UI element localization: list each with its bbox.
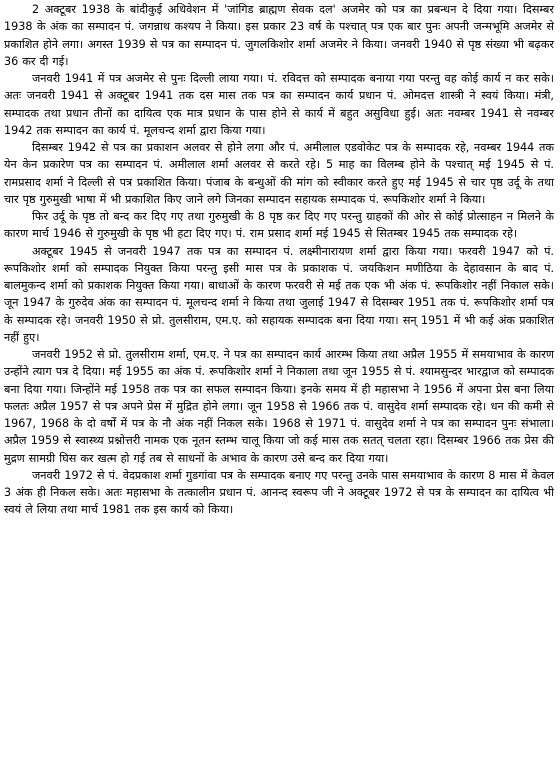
paragraph: जनवरी 1972 से पं. वेदप्रकाश शर्मा गुडगांवा पत्र के सम्पादक बनाए गए परन्तु उनके पास समयाभाव के कारण 8 मास में केवल 3 अंक ही निकल सके। अतः महासभा के तत्कालीन प्रधान पं. आनन्द स्वरूप जी ने अक्टूबर 1972 से पत्र के सम्पादन का दायित्व भी स्वयं ले लिया तथा मार्च 1981 तक इस कार्य को किया। [4, 468, 554, 517]
paragraph: जनवरी 1952 से प्रो. तुलसीराम शर्मा, एम.ए. ने पत्र का सम्पादन कार्य आरम्भ किया तथा अप्रैल 1955 में समयाभाव के कारण उन्होंने त्याग पत्र दे दिया। मई 1955 का अंक पं. रूपकिशोर शर्मा ने निकाला तथा जून 1955 से पं. श्यामसुन्दर भारद्वाज को सम्पादक बना दिया गया। जिन्होंने मई 1958 तक पत्र का सफल सम्पादन किया। इनके समय में ही महासभा ने 1956 में अपना प्रेस बना लिया फलतः अप्रैल 1957 से पत्र अपने प्रेस में मुद्रित होने लगा। जून 1958 से 1966 तक पं. वासुदेव शर्मा सम्पादक रहे। धन की कमी से 1967, 1968 के दो वर्षों में पत्र के नौ अंक नहीं निकल सके। 1968 से 1971 पं. वासुदेव शर्मा ने पत्र का सम्पादन पुनः संभाला। अप्रैल 1959 से स्वास्थ्य प्रश्नोत्तरी नामक एक नूतन स्तम्भ चालू किया जो कई मास तक सतत् चलता रहा। दिसम्बर 1966 तक प्रेस की मुद्रण सामग्री घिस कर खत्म हो गई तब से साधनों के अभाव के कारण उसे बन्द कर दिया गया। [4, 348, 554, 465]
paragraph: अक्टूबर 1945 से जनवरी 1947 तक पत्र का सम्पादन पं. लक्ष्मीनारायण शर्मा द्वारा किया गया। फरवरी 1947 को पं. रूपकिशोर शर्मा को सम्पादक नियुक्त किया परन्तु इसी मास पत्र के प्रकाशक पं. जयकिशन मणीठिया के देहावसान के बाद पं. बालमुकन्द शर्मा को प्रकाशक नियुक्त किया गया। बाधाओं के कारण फरवरी से मई तक एक भी अंक पं. रूपकिशोर नहीं निकाल सके। जून 1947 के गुरुदेव अंक का सम्पादन पं. मूलचन्द शर्मा ने किया तथा जुलाई 1947 से दिसम्बर 1951 तक पं. रूपकिशोर शर्मा पत्र के सम्पादक रहे। जनवरी 1950 से प्रो. तुलसीराम, एम.ए. को सहायक सम्पादक बना दिया गया। सन् 1951 में भी कई अंक प्रकाशित नहीं हुए। [4, 244, 554, 344]
paragraph: जनवरी 1941 में पत्र अजमेर से पुनः दिल्ली लाया गया। पं. रविदत्त को सम्पादक बनाया गया परन्तु वह कोई कार्य न कर सके। अतः जनवरी 1941 से अक्टूबर 1941 तक दस मास तक पत्र का सम्पादन कार्य प्रधान पं. ओमदत्त शास्त्री ने स्वयं किया। मंत्री, सम्पादक तथा प्रधान तीनों का दायित्व एक मात्र प्रधान के पास होने से कार्य में बहुत असुविधा हुई। अतः नवम्बर 1941 से नवम्बर 1942 तक सम्पादन का कार्य पं. मूलचन्द शर्मा द्वारा किया गया। [4, 72, 554, 137]
paragraph: फिर उर्दू के पृष्ठ तो बन्द कर दिए गए तथा गुरुमुखी के 8 पृष्ठ कर दिए गए परन्तु ग्राहकों की ओर से कोई प्रोत्साहन न मिलने के कारण मार्च 1946 से गुरुमुखी के पृष्ठ भी हटा दिए गए। पं. राम प्रसाद शर्मा मई 1945 से सितम्बर 1945 तक सम्पादक रहे। [4, 210, 554, 241]
paragraph: 2 अक्टूबर 1938 के बांदीकुई अधिवेशन में 'जांगिड ब्राह्मण सेवक दल' अजमेर को पत्र का प्रबन्धन दे दिया गया। दिसम्बर 1938 के अंक का सम्पादन पं. जगन्नाथ कश्यप ने किया। इस प्रकार 23 वर्ष के पश्चात् पत्र एक बार पुनः अपनी जन्मभूमि अजमेर से प्रकाशित होने लगा। अगस्त 1939 से पत्र का सम्पादन पं. जुगलकिशोर शर्मा अजमेर ने किया। जनवरी 1940 से पृष्ठ संख्या भी बढ़कर 36 कर दी गई। [4, 3, 554, 68]
paragraph: दिसम्बर 1942 से पत्र का प्रकाशन अलवर से होने लगा और पं. अमीलाल एडवोकेट पत्र के सम्पादक रहे, नवम्बर 1944 तक येन केन प्रकारेण पत्र का सम्पादन पं. अमीलाल शर्मा अलवर से करते रहे। 5 माह का विलम्ब होने के पश्चात् मई 1945 से पं. रामप्रसाद शर्मा ने दिल्ली से पत्र प्रकाशित किया। पंजाब के बन्धुओं की मांग को स्वीकार करते हुए मई 1945 से चार पृष्ठ उर्दू के तथा चार पृष्ठ गुरुमुखी भाषा में भी प्रकाशित किए जाने लगे जिनका सम्पादन सहायक सम्पादक पं. रूपकिशोर शर्मा ने किया। [4, 141, 554, 206]
